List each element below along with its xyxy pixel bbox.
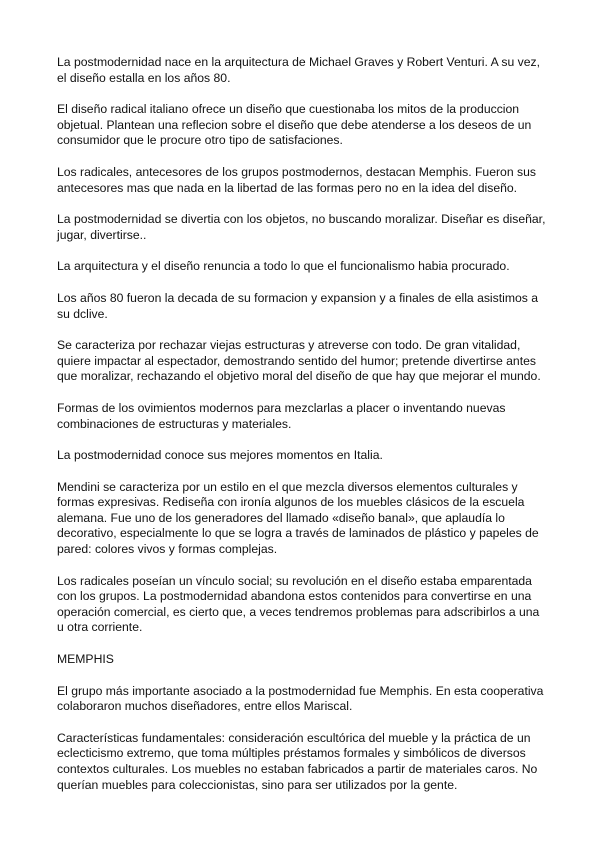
paragraph: La postmodernidad se divertia con los objetos, no buscando moralizar. Diseñar es diseñar, jugar, divertirse.. xyxy=(57,212,546,242)
paragraph: El diseño radical italiano ofrece un diseño que cuestionaba los mitos de la produccion objetual. Plantean una reflecion sobre el diseño que debe atenderse a los deseos de un consumidor que le procure otro tipo de satisfaciones. xyxy=(57,102,532,148)
paragraph: La postmodernidad nace en la arquitectura de Michael Graves y Robert Venturi. A su vez, el diseño estalla en los años 80. xyxy=(57,55,541,85)
paragraph: El grupo más importante asociado a la postmodernidad fue Memphis. En esta cooperativa colaboraron muchos diseñadores, entre ellos Mariscal. xyxy=(57,683,544,714)
paragraph: La arquitectura y el diseño renuncia a todo lo que el funcionalismo habia procurado. xyxy=(57,259,510,274)
paragraph: Los radicales poseían un vínculo social; su revolución en el diseño estaba emparentada con los grupos. La postmodernidad abandona estos contenidos para convertirse en una operación comercial, es cierto que, a veces tendremos problemas para adscribirlos a una u otra corriente. xyxy=(57,573,540,635)
paragraph: Características fundamentales: consideración escultórica del mueble y la práctica de un eclecticismo extremo, que toma múltiples préstamos formales y simbólicos de diversos contextos culturales. Los muebles no estaban fabricados a partir de materiales caros. No querían muebles para coleccionistas, sino para ser utilizados por la gente. xyxy=(57,730,538,792)
paragraph: Se caracteriza por rechazar viejas estructuras y atreverse con todo. De gran vitalidad, quiere impactar al espectador, demostrando sentido del humor; pretende divertirse antes que moralizar, rechazando el objetivo moral del diseño de que hay que mejorar el mundo. xyxy=(57,338,541,384)
paragraph: Formas de los ovimientos modernos para mezclarlas a placer o inventando nuevas combinaciones de estructuras y materiales. xyxy=(57,400,506,431)
section-heading: MEMPHIS xyxy=(57,652,114,667)
paragraph: La postmodernidad conoce sus mejores momentos en Italia. xyxy=(57,448,383,463)
paragraph: Los años 80 fueron la decada de su formacion y expansion y a finales de ella asistimos a su dclive. xyxy=(57,290,539,321)
document-body xyxy=(57,55,547,809)
paragraph: Los radicales, antecesores de los grupos postmodernos, destacan Memphis. Fueron sus antecesores mas que nada en la libertad de las formas pero no en la idea del diseño. xyxy=(57,164,536,195)
paragraph: Mendini se caracteriza por un estilo en el que mezcla diversos elementos culturales y formas expresivas. Rediseña con ironía algunos de los muebles clásicos de la escuela alemana. Fue uno de los generadores del llamado «diseño banal», que aplaudía lo decorativo, especialmente lo que se logra a través de laminados de plástico y papeles de pared: colores vivos y formas complejas. xyxy=(57,479,539,557)
